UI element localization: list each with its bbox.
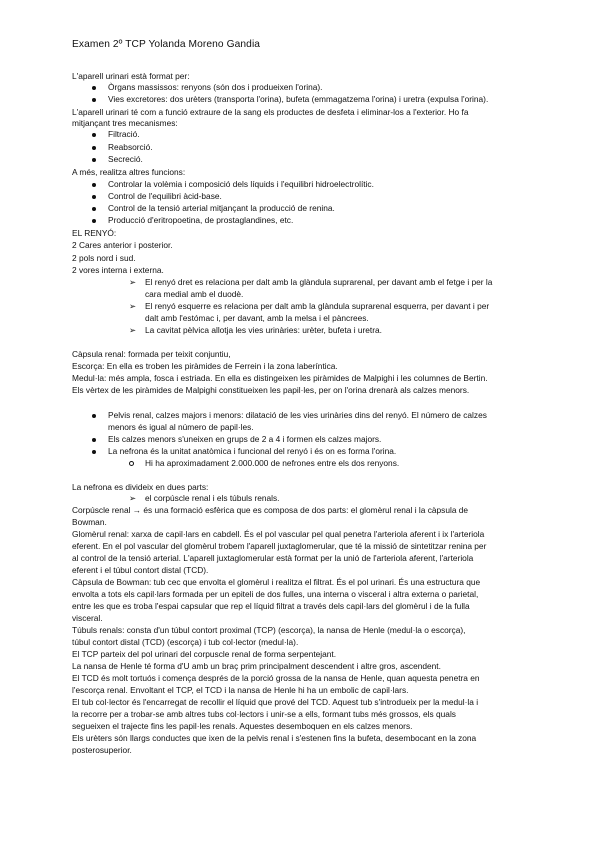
paragraph-line: Els urèters són llargs conductes que ixen de la pelvis renal i s'estenen fins la bufeta, desembocant en la zona — [72, 733, 477, 743]
paragraph-line: 2 vores interna i externa. — [72, 265, 164, 275]
arrow-bullet-icon: ➢ — [129, 301, 137, 311]
paragraph-line: La nefrona es divideix en dues parts: — [72, 482, 209, 492]
section-title: EL RENYÓ: — [72, 228, 117, 238]
paragraph-line: entre les que es troba l'espai capsular que rep el líquid filtrat a través dels capil·lars del glomèrul i de la fulla — [72, 601, 470, 611]
bullet-icon — [92, 146, 96, 150]
list-item: menors és igual al número de papil·les. — [108, 422, 254, 432]
paragraph-line: El tub col·lector és l'encarregat de recollir el líquid que prové del TCD. Aquest tub s'introdueix per la medul·la i — [72, 697, 479, 707]
list-item: Reabsorció. — [108, 142, 153, 152]
bullet-icon — [92, 133, 96, 137]
paragraph-line: Escorça: En ella es troben les piràmides de Ferrein i la zona laberíntica. — [72, 361, 338, 371]
bullet-icon — [92, 219, 96, 223]
paragraph-line: envolta a tots els capil·lars formada per un epiteli de dos fulles, una interna o visceral i altra externa o parietal, — [72, 589, 479, 599]
bullet-icon — [92, 86, 96, 90]
list-item: Control de l'equilibri àcid-base. — [108, 191, 222, 201]
page-header: Examen 2º TCP Yolanda Moreno Gandia — [72, 39, 261, 50]
bullet-icon — [92, 450, 96, 454]
list-item: cara medial amb el duodè. — [145, 289, 244, 299]
paragraph-line: posterosuperior. — [72, 745, 132, 755]
paragraph-line: eferent. En el pol vascular del glomèrul trobem l'aparell juxtaglomerular, que té la missió de sintetitzar renina per — [72, 541, 487, 551]
bullet-icon — [92, 158, 96, 162]
list-item: Producció d'eritropoetina, de prostaglandines, etc. — [108, 215, 294, 225]
paragraph-line: Els vèrtex de les piràmides de Malpighi constitueixen les papil·les, per on l'orina drenarà als calzes menors. — [72, 385, 470, 395]
paragraph-line: El TCD és molt tortuós i comença després de la porció grossa de la nansa de Henle, quan aquesta penetra en — [72, 673, 480, 683]
arrow-bullet-icon: ➢ — [129, 493, 137, 503]
list-item: Control de la tensió arterial mitjançant la producció de renina. — [108, 203, 335, 213]
paragraph-line: túbul contort distal (TCD) (escorça) i tub col·lector (medul·la). — [72, 637, 299, 647]
paragraph-line: 2 pols nord i sud. — [72, 253, 136, 263]
list-item: La nefrona és la unitat anatòmica i funcional del renyó i és on es forma l'orina. — [108, 446, 397, 456]
list-item: Els calzes menors s'uneixen en grups de 2 a 4 i formen els calzes majors. — [108, 434, 382, 444]
list-item: Hi ha aproximadament 2.000.000 de nefrones entre els dos renyons. — [145, 458, 400, 468]
paragraph-line: eferent i el túbul contort distal (TCD). — [72, 565, 209, 575]
list-item: El renyó dret es relaciona per dalt amb la glàndula suprarenal, per davant amb el fetge i per la — [145, 277, 493, 287]
list-item: dalt amb l'estómac i, per davant, amb la melsa i el pàncrees. — [145, 313, 369, 323]
paragraph-line: A més, realitza altres funcions: — [72, 167, 186, 177]
paragraph-line: 2 Cares anterior i posterior. — [72, 240, 173, 250]
circle-bullet-icon — [129, 461, 134, 466]
paragraph-line: Corpúscle renal → és una formació esfèrica que es composa de dos parts: el glomèrul renal i la càpsula de — [72, 505, 469, 515]
paragraph-line: Glomèrul renal: xarxa de capil·lars en cabdell. És el pol vascular pel qual penetra l'arteriola aferent i ix l'arteriola — [72, 529, 485, 539]
bullet-icon — [92, 438, 96, 442]
paragraph-line: l'escorça renal. Envoltant el TCP, el TCD i la nansa de Henle hi ha un embolic de capil·lars. — [72, 685, 409, 695]
bullet-icon — [92, 207, 96, 211]
arrow-bullet-icon: ➢ — [129, 277, 137, 287]
list-item: El renyó esquerre es relaciona per dalt amb la glàndula suprarenal esquerra, per davant i per — [145, 301, 490, 311]
bullet-icon — [92, 195, 96, 199]
list-item: Secreció. — [108, 154, 143, 164]
paragraph-line: visceral. — [72, 613, 103, 623]
paragraph-line: Túbuls renals: consta d'un túbul contort proximal (TCP) (escorça), la nansa de Henle (medul·la o escorça), — [72, 625, 466, 635]
paragraph-line: la recorre per a trobar-se amb altres tubs col·lectors i unir-se a ells, formant tubs més grossos, els quals — [72, 709, 456, 719]
paragraph-line: Càpsula de Bowman: tub cec que envolta el glomèrul i realitza el filtrat. És el pol urinari. És una estructura que — [72, 577, 481, 587]
paragraph-line: al control de la tensió arterial. L'aparell juxtaglomerular està format per la unió de l'arteriola aferent, l'arteriola — [72, 553, 474, 563]
paragraph-line: La nansa de Henle té forma d'U amb un braç prim principalment descendent i altre gros, ascendent. — [72, 661, 441, 671]
bullet-icon — [92, 98, 96, 102]
list-item: Òrgans massissos: renyons (són dos i produeixen l'orina). — [108, 82, 323, 92]
bullet-icon — [92, 183, 96, 187]
bullet-icon — [92, 414, 96, 418]
paragraph-line: L'aparell urinari té com a funció extraure de la sang els productes de desfeta i eliminar-los a l'exterior. Ho fa — [72, 107, 469, 117]
paragraph-line: El TCP parteix del pol urinari del corpuscle renal de forma serpentejant. — [72, 649, 337, 659]
list-item: Pelvis renal, calzes majors i menors: dilatació de les vies urinàries dins del renyó. El número de calzes — [108, 410, 487, 420]
list-item: el corpúscle renal i els túbuls renals. — [145, 493, 280, 503]
paragraph-line: Bowman. — [72, 517, 107, 527]
list-item: Filtració. — [108, 129, 140, 139]
paragraph-line: segueixen el trajecte fins les papil·les renals. Aquestes desemboquen en els calzes menors. — [72, 721, 413, 731]
paragraph-line: Càpsula renal: formada per teixit conjuntiu, — [72, 349, 231, 359]
list-item: La cavitat pèlvica allotja les vies urinàries: urèter, bufeta i uretra. — [145, 325, 382, 335]
paragraph-line: Medul·la: més ampla, fosca i estriada. En ella es distingeixen les piràmides de Malpighi i les columnes de Bertin. — [72, 373, 488, 383]
list-item: Vies excretores: dos urèters (transporta l'orina), bufeta (emmagatzema l'orina) i uretra (expulsa l'orina). — [108, 94, 489, 104]
arrow-bullet-icon: ➢ — [129, 325, 137, 335]
paragraph-line: mitjançant tres mecanismes: — [72, 118, 178, 128]
list-item: Controlar la volèmia i composició dels líquids i l'equilibri hidroelectrolític. — [108, 179, 374, 189]
intro-line: L'aparell urinari està format per: — [72, 71, 190, 81]
